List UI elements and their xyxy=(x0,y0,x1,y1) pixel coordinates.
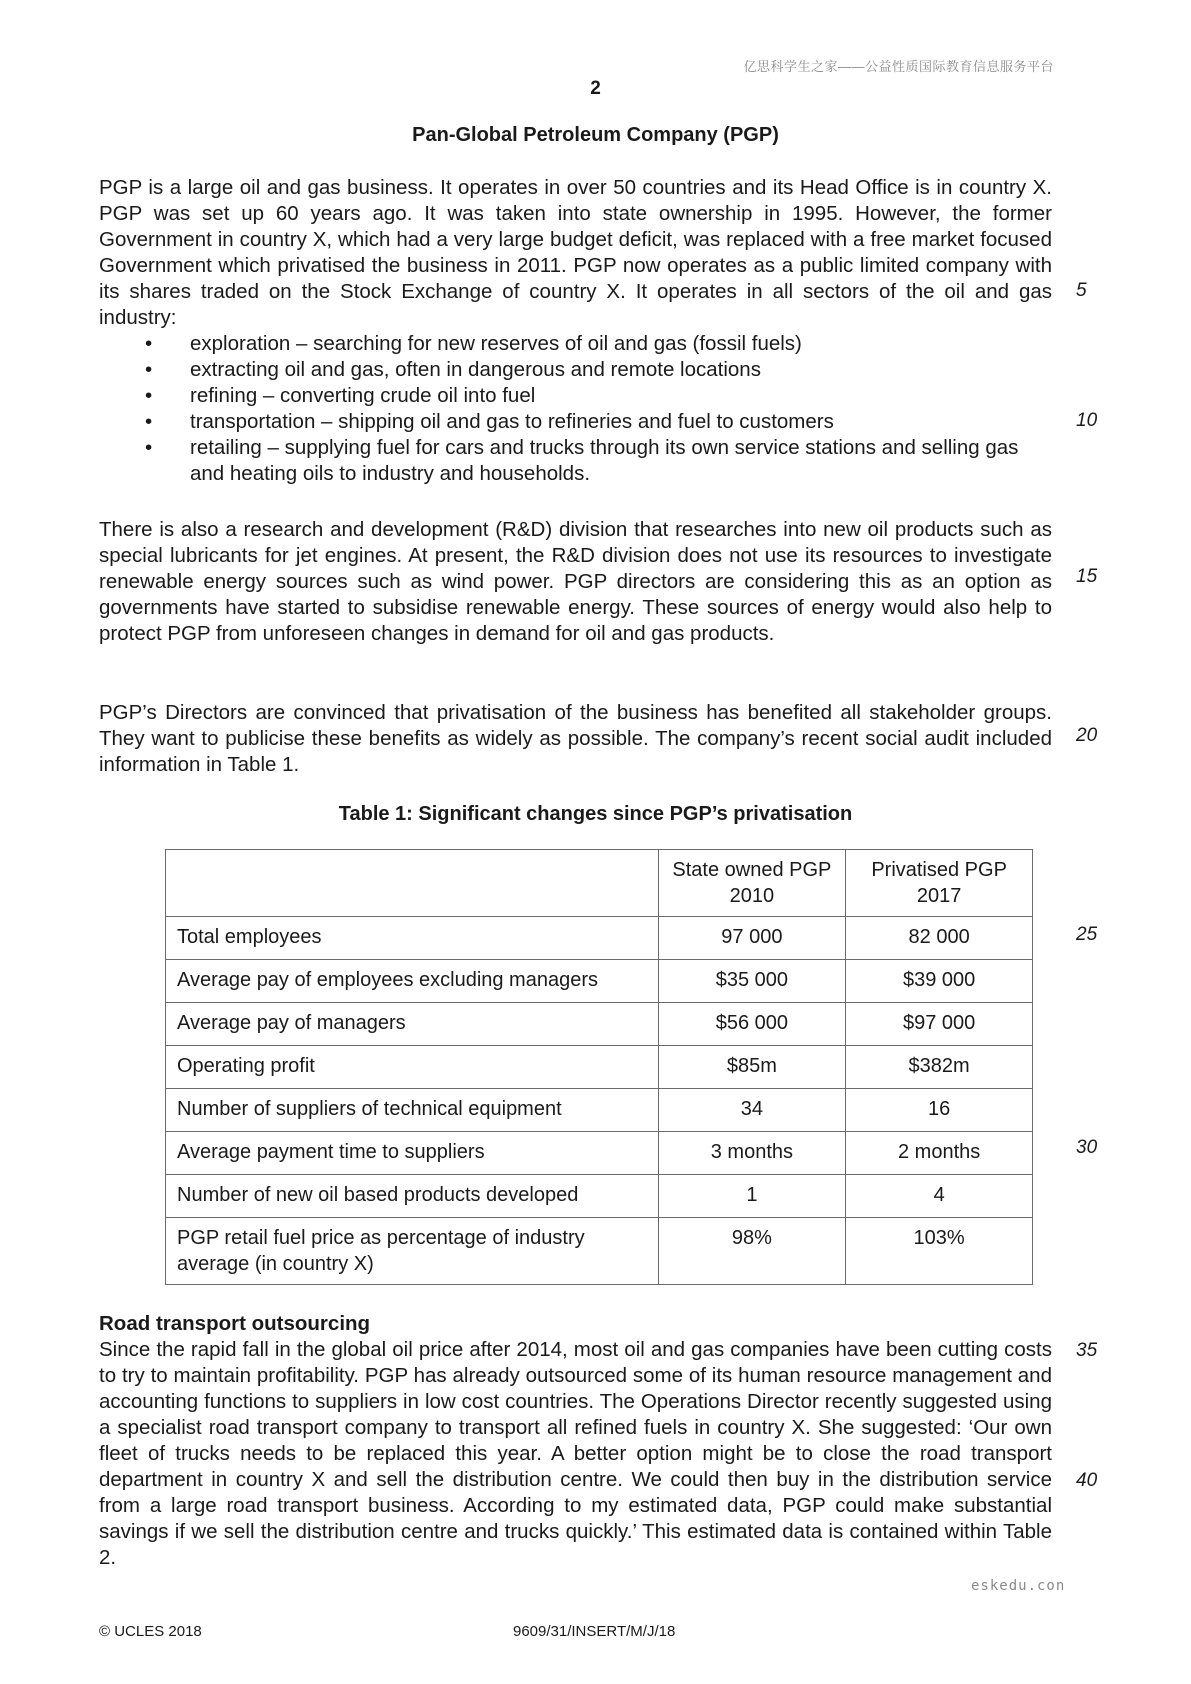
table-caption: Table 1: Significant changes since PGP’s privatisation xyxy=(338,803,853,825)
table-row xyxy=(166,1175,1033,1218)
intro-section xyxy=(99,175,1052,487)
table-row xyxy=(166,1089,1033,1132)
bullet-icon: • xyxy=(145,410,153,433)
intro-paragraph: PGP is a large oil and gas business. It operates in over 50 countries and its Head Office is in country X. PGP was set up 60 years ago. It was taken into state ownership in 1995. However, the former Government in country X, which had a very large budget deficit, was replaced with a free market focused Government which privatised the business in 2011. PGP now operates as a public limited company with its shares traded on the Stock Exchange of country X. It operates in all sectors of the oil and gas industry: xyxy=(99,176,1052,329)
table-header-cell: State owned PGP 2010 xyxy=(658,850,846,917)
document-title: Pan-Global Petroleum Company (PGP) xyxy=(412,124,779,146)
list-item xyxy=(99,357,1052,383)
line-number: 25 xyxy=(1076,924,1098,945)
table-cell: $39 000 xyxy=(846,960,1033,1003)
table-header-cell: Privatised PGP 2017 xyxy=(846,850,1033,917)
table-cell: 97 000 xyxy=(658,917,846,960)
table-row xyxy=(166,917,1033,960)
list-item xyxy=(99,331,1052,357)
list-item xyxy=(99,409,1052,435)
table-cell: $85m xyxy=(658,1046,846,1089)
table-cell: $35 000 xyxy=(658,960,846,1003)
row-label: Operating profit xyxy=(166,1046,659,1089)
list-item-text: exploration – searching for new reserves of oil and gas (fossil fuels) xyxy=(190,332,802,355)
table-cell: 16 xyxy=(846,1089,1033,1132)
bullet-icon: • xyxy=(145,436,153,459)
table-cell: 1 xyxy=(658,1175,846,1218)
row-label: Average payment time to suppliers xyxy=(166,1132,659,1175)
table-cell: 82 000 xyxy=(846,917,1033,960)
line-number: 5 xyxy=(1076,280,1087,301)
row-label: Average pay of managers xyxy=(166,1003,659,1046)
copyright: © UCLES 2018 xyxy=(99,1623,202,1640)
row-label: Total employees xyxy=(166,917,659,960)
list-item xyxy=(99,435,1052,487)
list-item xyxy=(99,383,1052,409)
sectors-list xyxy=(99,331,1052,487)
table-row xyxy=(166,1046,1033,1089)
line-number: 10 xyxy=(1076,410,1098,431)
bullet-icon: • xyxy=(145,358,153,381)
road-transport-paragraph: Since the rapid fall in the global oil price after 2014, most oil and gas companies have been cutting costs to try to maintain profitability. PGP has already outsourced some of its human resource management and accounting functions to suppliers in low cost countries. The Operations Director recently suggested using a specialist road transport company to transport all refined fuels in country X. She suggested: ‘Our own fleet of trucks needs to be replaced this year. A better option might be to close the road transport department in country X and sell the distribution centre. We could then buy in the distribution service from a large road transport business. According to my estimated data, PGP could make substantial savings if we sell the distribution centre and trucks quickly.’ This estimated data is contained within Table 2. xyxy=(99,1338,1052,1569)
watermark-header: 亿思科学生之家——公益性质国际教育信息服务平台 xyxy=(743,59,1054,74)
bullet-icon: • xyxy=(145,384,153,407)
watermark-footer: eskedu.con xyxy=(971,1578,1066,1594)
line-number: 30 xyxy=(1076,1137,1098,1158)
list-item-text: retailing – supplying fuel for cars and trucks through its own service stations and selling gas and heating oils to industry and households. xyxy=(190,436,1019,485)
bullet-icon: • xyxy=(145,332,153,355)
row-label: Number of new oil based products developed xyxy=(166,1175,659,1218)
table-row xyxy=(166,1218,1033,1285)
changes-table xyxy=(165,849,1033,1285)
table-cell: 4 xyxy=(846,1175,1033,1218)
table-cell: 3 months xyxy=(658,1132,846,1175)
table-header-row xyxy=(166,850,1033,917)
table-cell: $97 000 xyxy=(846,1003,1033,1046)
table-cell: 98% xyxy=(658,1218,846,1285)
table-cell: 34 xyxy=(658,1089,846,1132)
list-item-text: transportation – shipping oil and gas to refineries and fuel to customers xyxy=(190,410,834,433)
table-row xyxy=(166,960,1033,1003)
line-number: 35 xyxy=(1076,1340,1098,1361)
table-row xyxy=(166,1003,1033,1046)
directors-paragraph: PGP’s Directors are convinced that privatisation of the business has benefited all stakeholder groups. They want to publicise these benefits as widely as possible. The company’s recent social audit included information in Table 1. xyxy=(99,701,1052,776)
table-row xyxy=(166,1132,1033,1175)
page-number: 2 xyxy=(590,78,601,99)
document-code: 9609/31/INSERT/M/J/18 xyxy=(513,1623,676,1640)
table-header-cell xyxy=(166,850,659,917)
line-number: 40 xyxy=(1076,1470,1098,1491)
list-item-text: extracting oil and gas, often in dangerous and remote locations xyxy=(190,358,761,381)
row-label: PGP retail fuel price as percentage of industry average (in country X) xyxy=(166,1218,659,1285)
table-cell: 103% xyxy=(846,1218,1033,1285)
line-number: 20 xyxy=(1076,725,1098,746)
table-cell: $382m xyxy=(846,1046,1033,1089)
row-label: Number of suppliers of technical equipment xyxy=(166,1089,659,1132)
line-number: 15 xyxy=(1076,566,1098,587)
row-label: Average pay of employees excluding managers xyxy=(166,960,659,1003)
table-cell: 2 months xyxy=(846,1132,1033,1175)
rd-paragraph: There is also a research and development (R&D) division that researches into new oil products such as special lubricants for jet engines. At present, the R&D division does not use its resources to investigate renewable energy sources such as wind power. PGP directors are considering this as an option as governments have started to subsidise renewable energy. These sources of energy would also help to protect PGP from unforeseen changes in demand for oil and gas products. xyxy=(99,518,1052,645)
section-heading: Road transport outsourcing xyxy=(99,1312,371,1335)
table-cell: $56 000 xyxy=(658,1003,846,1046)
list-item-text: refining – converting crude oil into fuel xyxy=(190,384,536,407)
